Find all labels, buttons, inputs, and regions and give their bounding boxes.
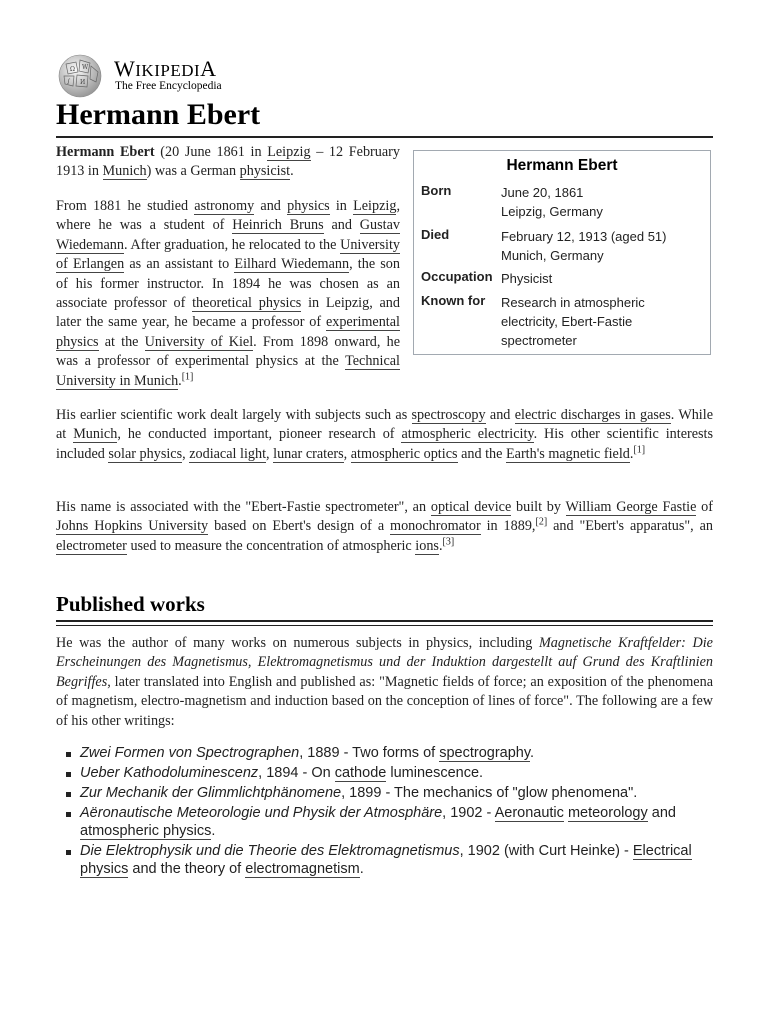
infobox-value: February 12, 1913 (aged 51) Munich, Germany — [501, 229, 667, 263]
link-university-of-kiel[interactable]: University of Kiel — [144, 333, 254, 350]
link-electrical-physics[interactable]: Electrical physics — [80, 843, 692, 877]
infobox-title: Hermann Ebert — [506, 157, 618, 174]
title-divider — [56, 136, 713, 138]
infobox-value: Research in atmospheric electricity, Ebert-Fastie spectrometer — [501, 295, 645, 348]
link-experimental-physics[interactable]: experimental physics — [56, 314, 400, 350]
link-spectrography[interactable]: spectrography — [439, 745, 531, 761]
svg-text:∫: ∫ — [67, 78, 71, 85]
link-meteorology[interactable]: meteorology — [567, 805, 648, 821]
infobox — [413, 150, 711, 355]
spectrometer-paragraph: His name is associated with the "Ebert-Fastie spectrometer", an optical device built by William George Fastie of Johns Hopkins University based on Ebert's design of a monochromator in 1889,[2] and "Ebert's apparatus", an electrometer used to measure the concentration of atmospheric ions.[3] — [56, 499, 714, 554]
intro-paragraph: Hermann Ebert (20 June 1861 in Leipzig – 12 February 1913 in Munich) was a German physicist. — [56, 144, 400, 180]
citation-1b[interactable]: [1] — [633, 444, 646, 456]
list-item: Zwei Formen von Spectrographen, 1889 - Two forms of spectrography. — [56, 744, 713, 762]
link-physics[interactable]: physics — [287, 198, 330, 214]
link-leipzig-2[interactable]: Leipzig — [353, 198, 397, 214]
link-electric-discharges[interactable]: electric discharges in gases — [514, 407, 671, 423]
section-divider — [56, 620, 713, 622]
link-technical-university-munich[interactable]: Technical University in Munich — [56, 353, 400, 389]
tagline: The Free Encyclopedia — [115, 80, 222, 92]
infobox-value: June 20, 1861 Leipzig, Germany — [501, 185, 603, 219]
infobox-label: Known for — [421, 293, 486, 308]
link-zodiacal-light[interactable]: zodiacal light — [189, 445, 267, 462]
infobox-label: Born — [421, 183, 452, 198]
link-lunar-craters[interactable]: lunar craters — [273, 445, 344, 462]
page-title: Hermann Ebert — [56, 98, 261, 131]
link-johns-hopkins-university[interactable]: Johns Hopkins University — [56, 518, 209, 535]
list-item: Zur Mechanik der Glimmlichtphänomene, 1899 - The mechanics of "glow phenomena". — [56, 784, 713, 802]
link-cathode[interactable]: cathode — [334, 765, 387, 781]
link-eilhard-wiedemann[interactable]: Eilhard Wiedemann — [234, 256, 350, 273]
svg-text:И: И — [80, 79, 86, 86]
published-intro-paragraph: He was the author of many works on numerous subjects in physics, including Magnetische Kraftfelder: Die Erscheinungen des Magnetismus, Elektromagnetismus und der Induktion dargestellt auf Grund des Kraftlinien Begriffes, later translated into English and published as: "Magnetic fields of force; an exposition of the phenomena of magnetism, electro-magnetism and induction based on the conception of lines of force". The following are a few of his other writings: — [56, 635, 713, 729]
section-heading-published-works: Published works — [56, 592, 205, 616]
citation-3[interactable]: [3] — [442, 536, 455, 548]
link-aeronautic[interactable]: Aeronautic — [494, 805, 564, 821]
book-title: Magnetische Kraftfelder: Die Erscheinungen des Magnetismus, Elektromagnetismus und der Induktion dargestellt auf Grund des Kraftlinien Begriffes — [56, 635, 713, 690]
link-william-george-fastie[interactable]: William George Fastie — [565, 499, 697, 515]
wikipedia-logo[interactable] — [56, 52, 236, 98]
link-astronomy[interactable]: astronomy — [194, 198, 255, 214]
infobox-value: Physicist — [501, 271, 553, 286]
infobox-label: Died — [421, 227, 450, 242]
link-theoretical-physics[interactable]: theoretical physics — [192, 295, 302, 312]
link-munich[interactable]: Munich — [102, 163, 147, 180]
link-spectroscopy[interactable]: spectroscopy — [411, 407, 486, 423]
svg-text:Ω: Ω — [70, 66, 75, 73]
link-atmospheric-optics[interactable]: atmospheric optics — [350, 445, 458, 462]
link-electrometer[interactable]: electrometer — [56, 537, 127, 554]
link-solar-physics[interactable]: solar physics — [108, 445, 183, 462]
list-item: Ueber Kathodoluminescenz, 1894 - On cathode luminescence. — [56, 764, 713, 782]
wikipedia-globe-icon — [56, 54, 104, 98]
list-item: Die Elektrophysik und die Theorie des Elektromagnetismus, 1902 (with Curt Heinke) - Electrical physics and the theory of electromagnetism. — [56, 842, 713, 878]
list-item: Aëronautische Meteorologie und Physik der Atmosphäre, 1902 - Aeronautic meteorology and atmospheric physics. — [56, 804, 713, 840]
link-gustav-wiedemann[interactable]: Gustav Wiedemann — [56, 217, 400, 253]
link-electromagnetism[interactable]: electromagnetism — [245, 861, 360, 877]
wordmark: WIKIPEDIA — [114, 56, 217, 81]
infobox-label: Occupation — [421, 269, 493, 284]
link-atmospheric-electricity[interactable]: atmospheric electricity — [401, 426, 534, 443]
link-atmospheric-physics[interactable]: atmospheric physics — [80, 823, 212, 839]
section-divider-thin — [56, 625, 713, 626]
link-monochromator[interactable]: monochromator — [390, 518, 481, 535]
link-optical-device[interactable]: optical device — [430, 499, 512, 515]
works-list — [56, 744, 713, 880]
research-paragraph: His earlier scientific work dealt largely with subjects such as spectroscopy and electric discharges in gases. While at Munich, he conducted important, pioneer research of atmospheric electricity. His other scientific interests included solar physics, zodiacal light, lunar craters, atmospheric optics and the Earth's magnetic field.[1] — [56, 407, 714, 462]
career-paragraph: From 1881 he studied astronomy and physics in Leipzig, where he was a student of Heinrich Bruns and Gustav Wiedemann. After graduation, he relocated to the University of Erlangen as an assistant to Eilhard Wiedemann, the son of his former instructor. In 1894 he was chosen as an associate professor of theoretical physics in Leipzig, and later the same year, he became a professor of experimental physics at the University of Kiel. From 1898 onward, he was a professor of experimental physics at the Technical University in Munich.[1] — [56, 198, 401, 389]
link-munich-2[interactable]: Munich — [73, 426, 118, 443]
subject-name: Hermann Ebert — [56, 144, 155, 160]
svg-text:W: W — [82, 64, 89, 71]
link-university-of-erlangen[interactable]: University of Erlangen — [56, 236, 400, 273]
link-earths-magnetic-field[interactable]: Earth's magnetic field — [505, 445, 630, 462]
citation-2[interactable]: [2] — [535, 516, 548, 528]
link-leipzig[interactable]: Leipzig — [267, 144, 311, 160]
citation-1[interactable]: [1] — [181, 370, 194, 382]
link-heinrich-bruns[interactable]: Heinrich Bruns — [232, 217, 324, 234]
link-ions[interactable]: ions — [415, 537, 439, 554]
link-physicist[interactable]: physicist — [239, 163, 291, 180]
